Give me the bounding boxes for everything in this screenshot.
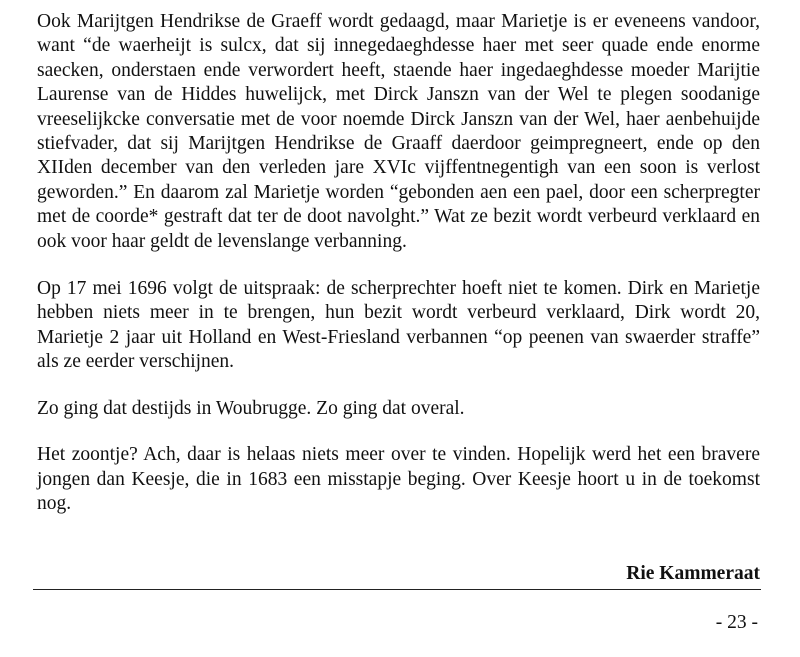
article-body	[37, 10, 760, 516]
page-number: - 23 -	[715, 612, 758, 633]
footer-divider	[33, 589, 761, 590]
paragraph-sentence-1696: Op 17 mei 1696 volgt de uitspraak: de scherprechter hoeft niet te komen. Dirk en Marietje hebben niets meer in te brengen, hun bezit wordt verbeurd verklaard, Dirk wordt 20, Marietje 2 jaar uit Holland en West-Friesland verbannen “op peenen van swaerder straffe” als ze eerder verschijnen.	[37, 278, 760, 373]
paragraph-zoontje: Het zoontje? Ach, daar is helaas niets meer over te vinden. Hopelijk werd het een bravere jongen dan Keesje, die in 1683 een misstapje beging. Over Keesje hoort u in de toekomst nog.	[37, 444, 760, 514]
paragraph-woubrugge: Zo ging dat destijds in Woubrugge. Zo ging dat overal.	[37, 397, 465, 419]
author-signature: Rie Kammeraat	[626, 563, 760, 584]
paragraph-verdict-marietje: Ook Marijtgen Hendrikse de Graeff wordt gedaagd, maar Marietje is er eveneens vandoor, want “de waerheijt is sulcx, dat sij innegedaeghdesse haer met seer quade ende enorme saecken, onderstaen ende verwordert heeft, staende haer ingedaeghdesse moeder Marijtie Laurense van de Hiddes huwelijck, met Dirck Janszn van der Wel te plegen soodanige vreeselijkcke conversatie met de voor noemde Dirck Janszn van der Wel, haer aenbehuijde stiefvader, dat sij Marijtgen Hendrikse de Graaff daerdoor geimpregneert, ende op den XIIden december van den verleden jare XVIc vijffentnegentigh van een soon is verlost geworden.” En daarom zal Marietje worden “gebonden aen een pael, door een scherpregter met de coorde* gestraft dat ter de doot navolght.” Wat ze bezit wordt verbeurd verklaard en ook voor haar geldt de levenslange verbanning.	[37, 11, 760, 252]
